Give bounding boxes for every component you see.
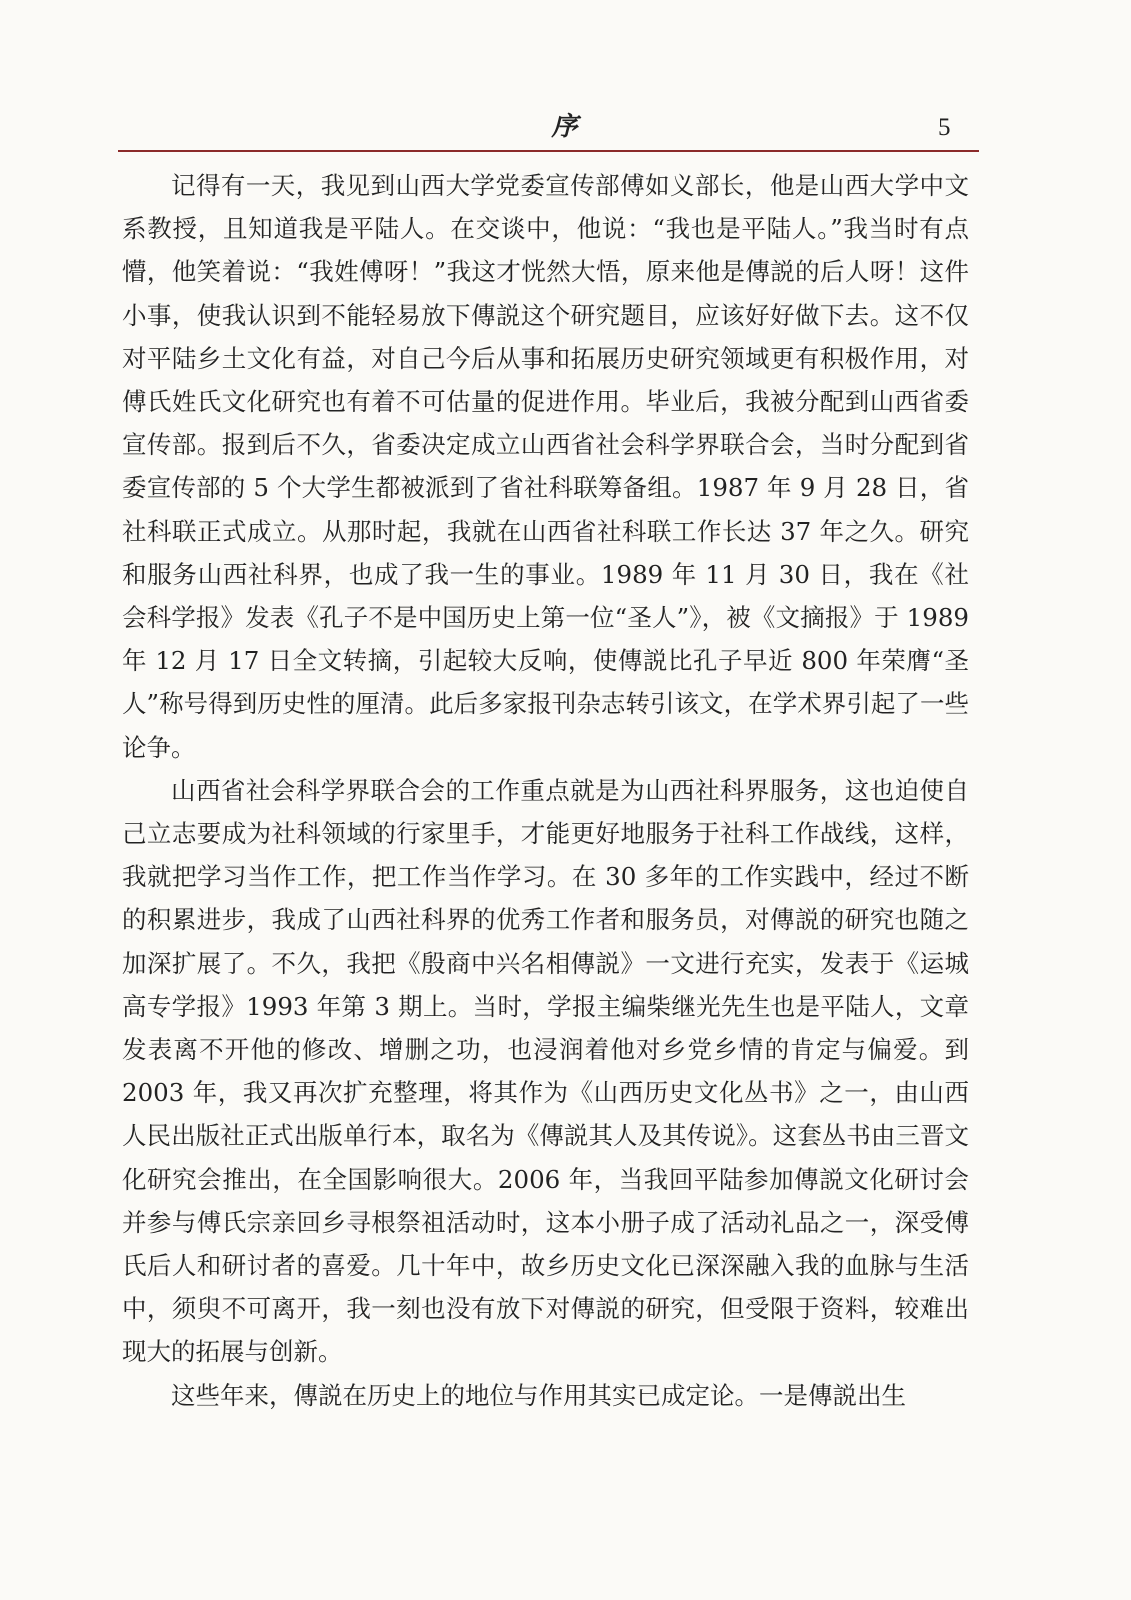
- page-number: 5: [938, 114, 951, 141]
- paragraph: 记得有一天，我见到山西大学党委宣传部傅如义部长，他是山西大学中文系教授，且知道我是平陆人。在交谈中，他说：“我也是平陆人。”我当时有点懵，他笑着说：“我姓傅呀！”我这才恍然大悟，原来他是傳説的后人呀！这件小事，使我认识到不能轻易放下傳説这个研究题目，应该好好做下去。这不仅对平陆乡土文化有益，对自己今后从事和拓展历史研究领域更有积极作用，对傅氏姓氏文化研究也有着不可估量的促进作用。毕业后，我被分配到山西省委宣传部。报到后不久，省委决定成立山西省社会科学界联合会，当时分配到省委宣传部的 5 个大学生都被派到了省社科联筹备组。1987 年 9 月 28 日，省社科联正式成立。从那时起，我就在山西省社科联工作长达 37 年之久。研究和服务山西社科界，也成了我一生的事业。1989 年 11 月 30 日，我在《社会科学报》发表《孔子不是中国历史上第一位“圣人”》，被《文摘报》于 1989 年 12 月 17 日全文转摘，引起较大反响，使傳説比孔子早近 800 年荣膺“圣人”称号得到历史性的厘清。此后多家报刊杂志转引该文，在学术界引起了一些论争。: [122, 171, 969, 762]
- paragraph: 山西省社会科学界联合会的工作重点就是为山西社科界服务，这也迫使自己立志要成为社科领域的行家里手，才能更好地服务于社科工作战线，这样，我就把学习当作工作，把工作当作学习。在 30 多年的工作实践中，经过不断的积累进步，我成了山西社科界的优秀工作者和服务员，对傳説的研究也随之加深扩展了。不久，我把《殷商中兴名相傳説》一文进行充实，发表于《运城高专学报》1993 年第 3 期上。当时，学报主编柴继光先生也是平陆人，文章发表离不开他的修改、增删之功，也浸润着他对乡党乡情的肯定与偏爱。到 2003 年，我又再次扩充整理，将其作为《山西历史文化丛书》之一，由山西人民出版社正式出版单行本，取名为《傳説其人及其传说》。这套丛书由三晋文化研究会推出，在全国影响很大。2006 年，当我回平陆参加傳説文化研讨会并参与傅氏宗亲回乡寻根祭祖活动时，这本小册子成了活动礼品之一，深受傅氏后人和研讨者的喜爱。几十年中，故乡历史文化已深深融入我的血脉与生活中，须臾不可离开，我一刻也没有放下对傳説的研究，但受限于资料，较难出现大的拓展与创新。: [122, 775, 969, 1367]
- header-rule: [118, 150, 979, 152]
- running-head-title: 序: [551, 112, 580, 142]
- body-text: [122, 164, 969, 1417]
- paragraph: 这些年来，傳説在历史上的地位与作用其实已成定论。一是傳説出生: [171, 1380, 906, 1410]
